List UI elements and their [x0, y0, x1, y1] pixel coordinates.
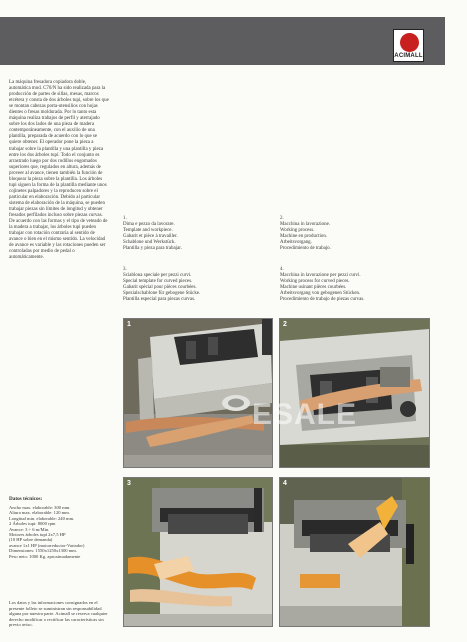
caption-line: Dima e pezzo da lavorare. [123, 222, 175, 228]
photo-number: 2 [283, 321, 287, 328]
photo-1-machine-illustration [124, 319, 272, 467]
photo-4-machine-illustration [280, 478, 429, 626]
caption-line: Plantilla y pieza para trabajar. [123, 246, 182, 252]
caption-line: Arbeitsvorgang. [280, 240, 312, 246]
caption-line: Sciablona speciale per pezzi curvi. [123, 273, 192, 279]
caption-4 [280, 267, 364, 304]
photo-2 [279, 318, 430, 468]
caption-line: Machine usinant pièces courbées. [280, 285, 347, 291]
photo-number: 3 [127, 480, 131, 487]
watermark: ESALE [252, 398, 358, 431]
tech-line: avance 1x1 HP (motorreductor-Variador) [9, 542, 85, 548]
photo-1 [123, 318, 273, 468]
caption-line: Macchina in lavorazione per pezzi curvi. [280, 273, 361, 279]
caption-1 [123, 216, 182, 253]
caption-line: Gabarit spécial pour pièces courbées. [123, 285, 197, 291]
brand-logo [393, 29, 424, 62]
photo-3-machine-illustration [124, 478, 272, 626]
tech-line: (10 HP sobre demanda) [9, 537, 53, 543]
description-text: La máquina fresadora copiadora doble, automática mod. C70/N ha sido realizada para la producción de partes de sillas, mesas, marcos etcétera y consta de dos árboles tupi, sobre los que se montan cabezas porta-utensilios con hojas dientes o fresas moldurada. Por lo tanto esta máquina realiza trabajos de perfil y aterrajado sobre los dos lados de una pieza de madera contemporáneamente, con el auxilio de una plantilla, preparada de acuerdo con lo que se quiere obtener. El operador pone la pieza a trabajar sobre la plantilla y una plantilla y pieza entre los dos árboles tupí. Todo el conjunto es arrastrado luego por dos rodillos engomados superiores que, regulados en altura, además de proveer al avance, tienen también la función de bloquear la pieza sobre la plantilla. Los árboles tupi siguen la forma de la plantilla mediante unos cojinetes palpadores y la reproducen sobre el particular en elaboración. Debido al particular sistema de elaboración de la máquina, se pueden trabajar piezas sin límites de longitud y obtener fresados perfilados incluso sobre piezas curvas. De acuerdo con las formas y el tipo de veteado de la madera a trabajar, los árboles tupi pueden trabajar con rotación contraria al sentido de avance o bien en el mismo sentido. La velocidad de avance es variable y las rotaciones pueden ser controladas por medio de pedal o automáticamente. [9, 80, 109, 261]
caption-line: Plantilla especial para piezas curvas. [123, 297, 196, 303]
caption-line: Gabarit et pièce à travailler. [123, 234, 178, 240]
caption-line: Arbeitsvorgang von gebogenen Stücken. [280, 291, 361, 297]
tech-line: Avance: 3 ÷ 6 m/Min. [9, 526, 50, 532]
photo-4 [279, 477, 430, 627]
caption-line: Working process for curved pieces. [280, 279, 350, 285]
tech-line: Dimensiones: 1550x1250x1300 mm. [9, 548, 78, 554]
tech-specs [9, 505, 84, 559]
caption-line: Spezialschablone für gebogene Stücke. [123, 291, 201, 297]
logo-emblem-icon [400, 33, 419, 52]
caption-line: Working process. [280, 228, 315, 234]
caption-line: Special template for curved pieces. [123, 279, 193, 285]
caption-number: 1. [123, 216, 127, 221]
photo-number: 4 [283, 480, 287, 487]
header-band [0, 17, 445, 65]
tech-line: Altura max. elaborable: 120 mm. [9, 510, 70, 516]
caption-line: Procedimiento de trabajo de piezas curvas. [280, 297, 365, 303]
tech-line: Longitud min. elaborable: 240 mm. [9, 515, 75, 521]
caption-line: Template and workpiece. [123, 228, 173, 234]
caption-line: Machine en production. [280, 234, 328, 240]
tech-line: 2 Árboles tupi: 8000 rpm [9, 521, 56, 527]
caption-number: 3. [123, 267, 127, 272]
caption-2 [280, 216, 331, 253]
tech-line: Motores árboles tupí 2x7,5 HP [9, 532, 66, 538]
tech-line: Ancho max. elaborable: 300 mm. [9, 505, 71, 510]
caption-line: Schablone und Werkstück. [123, 240, 176, 246]
photo-2-machine-illustration [280, 319, 429, 467]
tech-title: Datos técnicos: [9, 496, 43, 502]
caption-line: Macchina in lavorazione. [280, 222, 331, 228]
caption-3 [123, 267, 200, 304]
photo-3 [123, 477, 273, 627]
caption-line: Procedimiento de trabajo. [280, 246, 331, 252]
photo-number: 1 [127, 321, 131, 328]
tech-line: Peso neto: 1000 Kg. aproximadamente [9, 553, 81, 559]
caption-number: 4. [280, 267, 284, 272]
logo-wordmark: ACIMALL [394, 53, 423, 59]
caption-number: 2. [280, 216, 284, 221]
footer-disclaimer: Los datos y las informaciones consignados en el presente folleto se suministran sin responsabilidad alguna por nuestra parte. Acimall se reserva cualquier derecho modificar o rectificar las características sin previo aviso. [9, 600, 108, 627]
